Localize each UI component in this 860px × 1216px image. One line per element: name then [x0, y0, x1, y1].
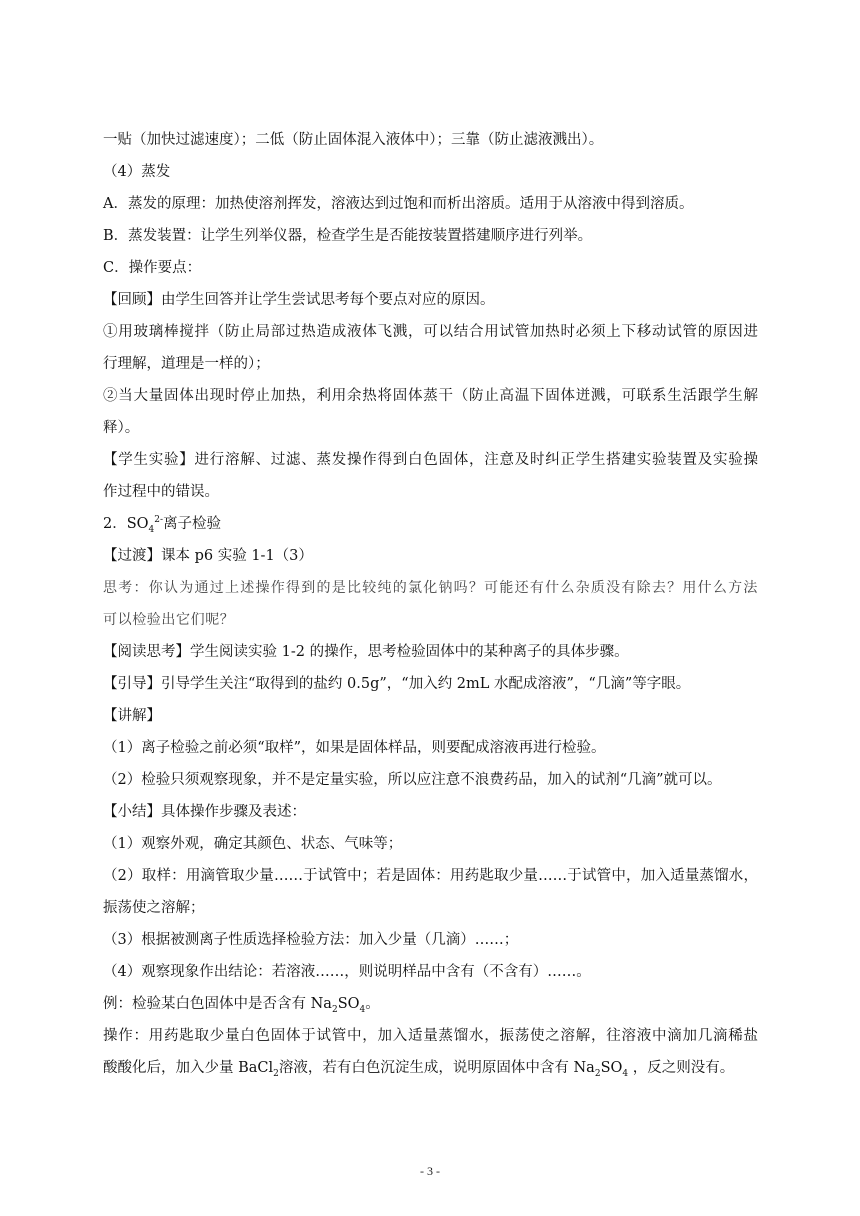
so4-heading: [103, 508, 758, 540]
subscript: 4: [622, 1068, 629, 1079]
page-number: - 3 -: [420, 1164, 440, 1178]
example-text: 。: [365, 996, 380, 1012]
operation-line: 操作：用药匙取少量白色固体于试管中，加入适量蒸馏水，振荡使之溶解，往溶液中滴加几滴稀盐: [103, 1028, 758, 1044]
text-line: （2）取样：用滴管取少量……于试管中；若是固体：用药匙取少量……于试管中，加入适量蒸馏水，: [103, 868, 758, 884]
text-line: （1）离子检验之前必须“取样”，如果是固体样品，则要配成溶液再进行检验。: [103, 740, 606, 756]
text-line: （1）观察外观，确定其颜色、状态、气味等；: [103, 836, 403, 852]
think-line: 可以检验出它们呢？: [103, 612, 235, 628]
text-line: 【讲解】: [103, 708, 161, 724]
text-line: （4）观察现象作出结论：若溶液……，则说明样品中含有（不含有）……。: [103, 964, 591, 980]
text-line: ②当大量固体出现时停止加热，利用余热将固体蒸干（防止高温下固体迸溅，可联系生活跟学生解: [103, 388, 758, 404]
document-body: [103, 124, 758, 1084]
text-line: 【阅读思考】学生阅读实验 1-2 的操作，思考检验固体中的某种离子的具体步骤。: [103, 644, 629, 660]
heading-text: 离子检验: [163, 516, 222, 532]
subscript: 4: [359, 1004, 366, 1015]
text-line: 释）。: [103, 420, 140, 436]
example-text: 例：检验某白色固体中是否含有 Na: [103, 996, 332, 1012]
text-line: 【过渡】课本 p6 实验 1-1（3）: [103, 548, 313, 564]
example-text: SO: [337, 996, 360, 1012]
text-line: 一贴（加快过滤速度）；二低（防止固体混入液体中）；三靠（防止滤液溅出）。: [103, 132, 604, 148]
text-line: B．蒸发装置：让学生列举仪器，检查学生是否能按装置搭建顺序进行列举。: [103, 228, 593, 244]
text-line: （3）根据被测离子性质选择检验方法：加入少量（几滴）……；: [103, 932, 519, 948]
text-line: A．蒸发的原理：加热使溶剂挥发，溶液达到过饱和而析出溶质。适用于从溶液中得到溶质。: [103, 196, 694, 212]
text-line: （2）检验只须观察现象，并不是定量实验，所以应注意不浪费药品，加入的试剂“几滴”就可以。: [103, 772, 722, 788]
text-line: 【回顾】由学生回答并让学生尝试思考每个要点对应的原因。: [103, 292, 495, 308]
subscript: 2: [594, 1068, 601, 1079]
section-heading: （4）蒸发: [103, 164, 171, 180]
heading-text: 2．SO: [103, 516, 149, 532]
subscript: 2: [273, 1068, 279, 1079]
think-line: 思考：你认为通过上述操作得到的是比较纯的氯化钠吗？可能还有什么杂质没有除去？用什么方法: [103, 580, 758, 596]
text-line: C．操作要点：: [103, 260, 202, 276]
text-line: ①用玻璃棒搅拌（防止局部过热造成液体飞溅，可以结合用试管加热时必须上下移动试管的原因进: [103, 324, 758, 340]
text-line: 振荡使之溶解；: [103, 900, 205, 916]
operation-line: [103, 1052, 758, 1084]
text-line: 作过程中的错误。: [103, 484, 219, 500]
operation-text: SO: [600, 1060, 623, 1076]
subscript: 4: [148, 524, 155, 535]
operation-text: 酸酸化后，加入少量 BaCl: [103, 1060, 274, 1076]
superscript: 2-: [154, 515, 164, 526]
text-line: 【引导】引导学生关注“取得到的盐约 0.5g”，“加入约 2mL 水配成溶液”，“几滴”等字眼。: [103, 676, 691, 692]
text-line: 行理解，道理是一样的）；: [103, 356, 270, 372]
text-line: 【学生实验】进行溶解、过滤、蒸发操作得到白色固体，注意及时纠正学生搭建实验装置及实验操: [103, 452, 758, 468]
operation-text: ，反之则没有。: [628, 1060, 735, 1076]
example-line: [103, 988, 758, 1020]
operation-text: 溶液，若有白色沉淀生成，说明原固体中含有 Na: [278, 1060, 595, 1076]
subscript: 2: [331, 1004, 338, 1015]
text-line: 【小结】具体操作步骤及表述：: [103, 804, 306, 820]
